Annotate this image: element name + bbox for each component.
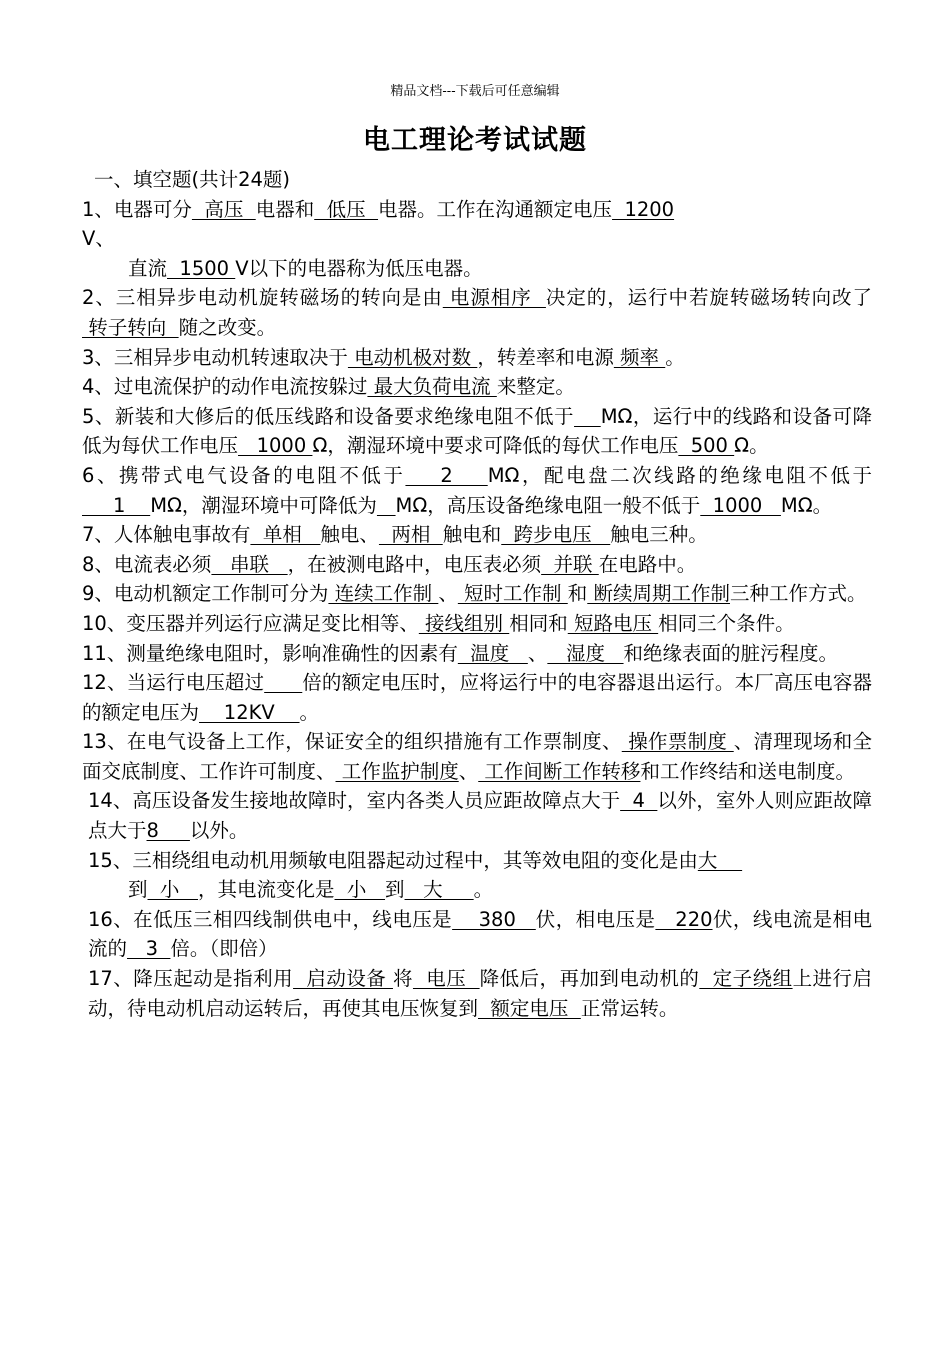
answer-blank: 500 [678, 434, 735, 458]
answer-blank: 定子绕组 [699, 967, 793, 991]
answer-blank: 3 [127, 937, 171, 961]
question-1-continued: 直流 1500 V以下的电器称为低压电器。 [128, 256, 483, 280]
question-14: 14、高压设备发生接地故障时，室内各类人员应距故障点大于 4 以外，室外人则应距故障点大于8 以外。 [88, 789, 872, 843]
question-6: 6、携带式电气设备的电阻不低于 2 MΩ，配电盘二次线路的绝缘电阻不低于 1 MΩ，潮湿环境中可降低为 MΩ，高压设备绝缘电阻一般不低于 1000 MΩ。 [82, 463, 872, 517]
answer-blank: 转子转向 [82, 315, 179, 339]
answer-blank: 最大负荷电流 [367, 375, 497, 399]
answer-blank: 小 [147, 878, 199, 902]
answer-blank: 380 [452, 907, 536, 931]
answer-blank: 温度 [457, 641, 528, 665]
question-17: 17、降压起动是指利用 启动设备 将 电压 降低后，再加到电动机的 定子绕组上进行启动，待电动机启动运转后，再使其电压恢复到 额定电压 正常运转。 [88, 967, 872, 1020]
question-15: 15、三相绕组电动机用频敏电阻器起动过程中，其等效电阻的变化是由大 [88, 848, 743, 872]
answer-blank: 大 [697, 848, 743, 872]
answer-blank: 1000 [238, 434, 313, 458]
question-15-continued: 到 小 ，其电流变化是 小 到 大 。 [128, 878, 494, 902]
question-10: 10、变压器并列运行应满足变比相等、 接线组别 相同和 短路电压 相同三个条件。 [82, 611, 795, 635]
answer-blank: 低压 [314, 197, 379, 221]
question-2: 2、三相异步电动机旋转磁场的转向是由 电源相序 决定的，运行中若旋转磁场转向改了 转子转向 随之改变。 [82, 286, 872, 339]
answer-blank: 8 [146, 819, 190, 843]
question-5: 5、新装和大修后的低压线路和设备要求绝缘电阻不低于 MΩ，运行中的线路和设备可降低为每伏工作电压 1000 Ω，潮湿环境中要求可降低的每伏工作电压 500 Ω。 [82, 404, 872, 458]
answer-blank: 1 [82, 493, 151, 517]
answer-blank: 4 [620, 789, 658, 813]
answer-blank: 工作监护制度 [335, 759, 459, 783]
answer-blank: 接线组别 [418, 611, 510, 635]
answer-blank: 小 [334, 878, 386, 902]
answer-blank: 操作票制度 [621, 730, 734, 754]
answer-blank: 串联 [211, 552, 288, 576]
question-11: 11、测量绝缘电阻时，影响准确性的因素有 温度 、 湿度 和绝缘表面的脏污程度。 [82, 641, 839, 665]
answer-blank [264, 671, 302, 694]
answer-blank: 1200 [612, 197, 675, 221]
answer-blank: 电压 [412, 967, 480, 991]
answer-blank: 额定电压 [478, 996, 581, 1020]
question-16: 16、在低压三相四线制供电中，线电压是 380 伏，相电压是 220伏，线电流是相电流的 3 倍。（即倍） [88, 907, 872, 961]
answer-blank: 电源相序 [442, 286, 546, 310]
answer-blank: 220 [655, 907, 713, 931]
question-4: 4、过电流保护的动作电流按躲过 最大负荷电流 来整定。 [82, 375, 575, 399]
answer-blank: 启动设备 [293, 967, 393, 991]
answer-blank: 1000 [700, 493, 781, 517]
question-12: 12、当运行电压超过 倍的额定电压时，应将运行中的电容器退出运行。本厂高压电容器的额定电压为 12KV 。 [82, 671, 872, 724]
question-7: 7、人体触电事故有 单相 触电、 两相 触电和 跨步电压 触电三种。 [82, 523, 708, 547]
page-header: 精品文档---下载后可任意编辑 [390, 84, 560, 99]
question-1: 1、电器可分 高压 电器和 低压 电器。工作在沟通额定电压 1200 V、 [82, 197, 675, 251]
answer-blank: 高压 [191, 197, 256, 221]
answer-blank: 连续工作制 [328, 582, 439, 606]
question-13: 13、在电气设备上工作，保证安全的组织措施有工作票制度、 操作票制度 、清理现场和全面交底制度、工作许可制度、 工作监护制度、 工作间断工作转移和工作终结和送电制度。 [82, 730, 872, 783]
answer-blank: 跨步电压 [501, 523, 611, 547]
answer-blank: 电动机极对数 [347, 345, 478, 369]
answer-blank: 湿度 [547, 641, 624, 665]
answer-blank: 12KV [199, 700, 300, 724]
page-title: 电工理论考试试题 [363, 125, 587, 156]
question-9: 9、电动机额定工作制可分为 连续工作制 、 短时工作制 和 断续周期工作制三种工作方式。 [82, 582, 867, 606]
section-heading: 一、填空题(共计24题) [94, 168, 291, 191]
answer-blank: 两相 [378, 523, 443, 547]
answer-blank: 短时工作制 [457, 582, 568, 606]
answer-blank: 短路电压 [567, 611, 659, 635]
answer-blank: 2 [405, 463, 488, 487]
question-list [82, 165, 872, 1023]
answer-blank: 断续周期工作制 [587, 582, 730, 606]
answer-blank: 大 [404, 878, 474, 902]
answer-blank: 1500 [167, 256, 236, 280]
answer-blank [377, 494, 396, 517]
question-8: 8、电流表必须 串联 ，在被测电路中，电压表必须 并联 在电路中。 [82, 552, 697, 576]
answer-blank [574, 405, 601, 428]
answer-blank: 并联 [541, 552, 599, 576]
answer-blank: 单相 [250, 523, 321, 547]
question-3: 3、三相异步电动机转速取决于 电动机极对数 ，转差率和电源 频率 。 [82, 345, 685, 369]
answer-blank: 频率 [613, 345, 666, 369]
answer-blank: 工作间断工作转移 [478, 759, 641, 783]
